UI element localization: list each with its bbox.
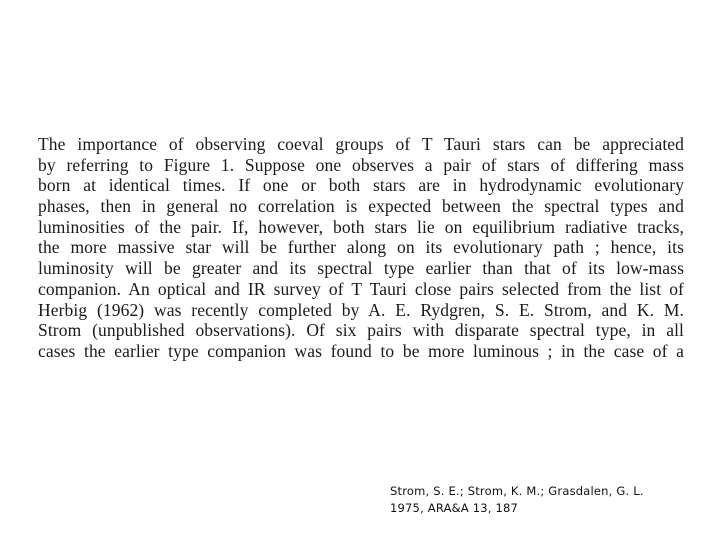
excerpt-line: luminosities of the pair. If, however, both stars lie on equilibrium radiative tracks, <box>38 216 684 237</box>
scanned-text-excerpt <box>38 134 684 362</box>
excerpt-line: the more massive star will be further along on its evolutionary path ; hence, its <box>38 237 684 258</box>
excerpt-line: by referring to Figure 1. Suppose one observes a pair of stars of differing mass <box>38 154 684 175</box>
excerpt-line: luminosity will be greater and its spectral type earlier than that of its low-mass <box>38 258 684 279</box>
excerpt-line: born at identical times. If one or both stars are in hydrodynamic evolutionary <box>38 175 684 196</box>
excerpt-line: The importance of observing coeval groups of T Tauri stars can be appreciated <box>38 134 684 154</box>
excerpt-line: Strom (unpublished observations). Of six pairs with disparate spectral type, in all <box>38 320 684 341</box>
citation <box>390 483 710 517</box>
citation-reference: 1975, ARA&A 13, 187 <box>390 501 519 515</box>
citation-authors: Strom, S. E.; Strom, K. M.; Grasdalen, G. L. <box>390 484 644 498</box>
excerpt-line: companion. An optical and IR survey of T Tauri close pairs selected from the list of <box>38 278 684 299</box>
excerpt-line: cases the earlier type companion was found to be more luminous ; in the case of a <box>38 340 684 361</box>
excerpt-line: Herbig (1962) was recently completed by A. E. Rydgren, S. E. Strom, and K. M. <box>38 299 684 320</box>
excerpt-line: phases, then in general no correlation is expected between the spectral types and <box>38 196 684 217</box>
